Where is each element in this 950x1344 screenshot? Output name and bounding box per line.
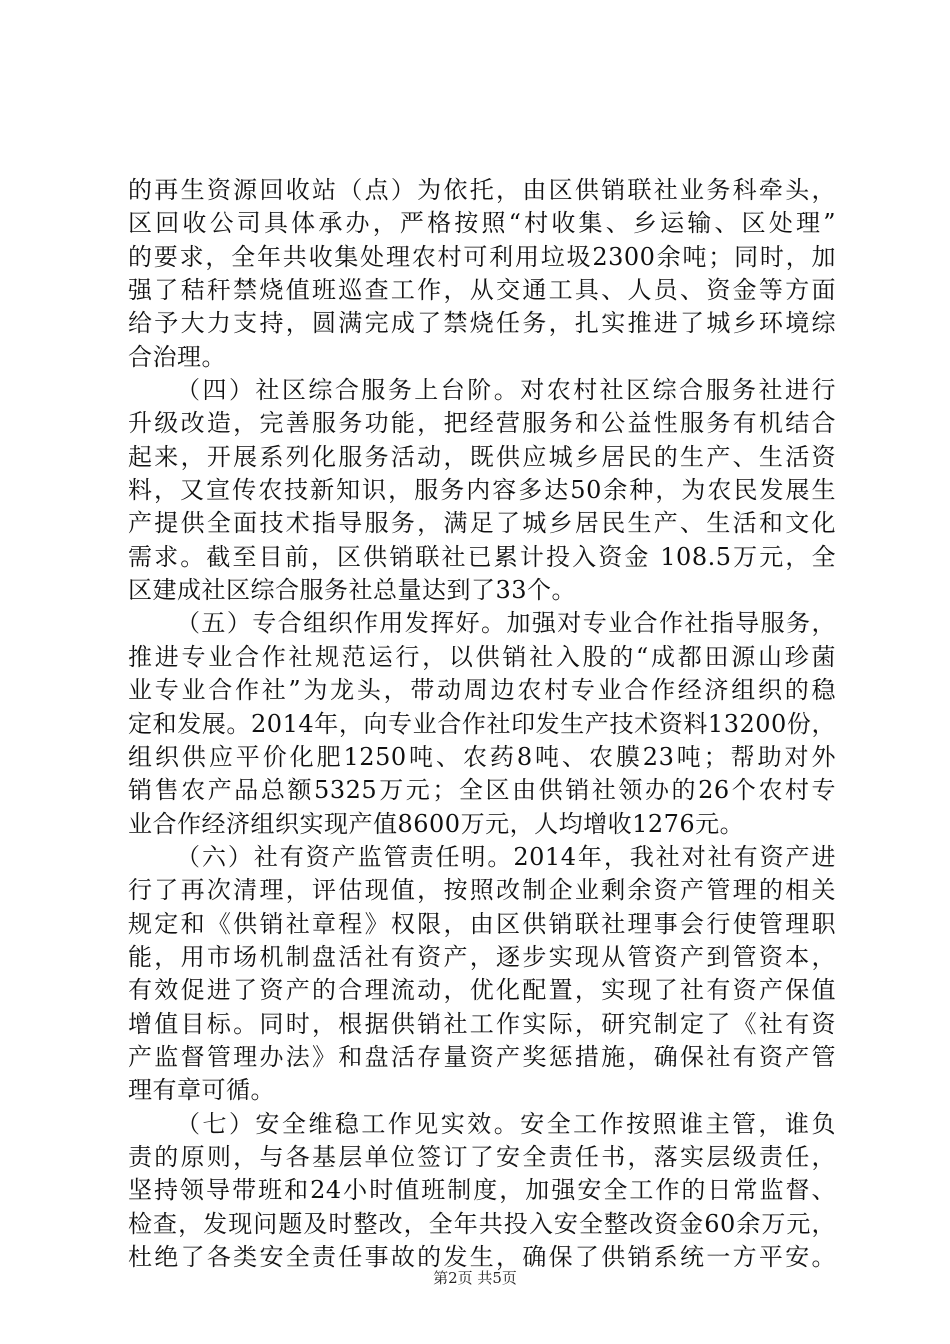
text-line: 规定和《供销社章程》权限，由区供销联社理事会行使管理职	[128, 909, 836, 938]
text-line: 能，用市场机制盘活社有资产，逐步实现从管资产到管资本，	[128, 942, 836, 971]
text-line: 定和发展。2014年，向专业合作社印发生产技术资料13200份，	[128, 709, 836, 738]
text-line: 杜绝了各类安全责任事故的发生，确保了供销系统一方平安。	[128, 1243, 836, 1271]
text-line: 推进专业合作社规范运行，以供销社入股的“成都田源山珍菌	[128, 642, 836, 671]
text-line: 理有章可循。	[128, 1076, 275, 1105]
text-line: 强了秸秆禁烧值班巡查工作，从交通工具、人员、资金等方面	[128, 276, 836, 305]
paragraph-first-line: （五）专合组织作用发挥好。加强对专业合作社指导服务，	[176, 609, 836, 638]
text-line: 区回收公司具体承办，严格按照“村收集、乡运输、区处理”	[128, 209, 836, 238]
text-line: 业合作经济组织实现产值8600万元，人均增收1276元。	[128, 809, 745, 838]
text-line: 有效促进了资产的合理流动，优化配置，实现了社有资产保值	[128, 976, 836, 1005]
text-line: 升级改造，完善服务功能，把经营服务和公益性服务有机结合	[128, 409, 836, 438]
page-footer: 第2页 共5页	[433, 1269, 517, 1287]
paragraph-first-line: （四）社区综合服务上台阶。对农村社区综合服务社进行	[176, 376, 836, 405]
text-line: 销售农产品总额5325万元；全区由供销社领办的26个农村专	[128, 776, 836, 805]
text-line: 组织供应平价化肥1250吨、农药8吨、农膜23吨；帮助对外	[128, 742, 836, 771]
text-line: 检查，发现问题及时整改，全年共投入安全整改资金60余万元，	[128, 1209, 836, 1238]
text-line: 行了再次清理，评估现值，按照改制企业剩余资产管理的相关	[128, 876, 836, 905]
text-line: 责的原则，与各基层单位签订了安全责任书，落实层级责任，	[128, 1142, 836, 1171]
text-line: 产提供全面技术指导服务，满足了城乡居民生产、生活和文化	[128, 509, 836, 538]
document-body	[128, 174, 836, 1274]
paragraph-first-line: （六）社有资产监管责任明。2014年，我社对社有资产进	[176, 842, 836, 871]
text-line: 需求。截至目前，区供销联社已累计投入资金 108.5万元，全	[128, 542, 836, 571]
text-line: 的再生资源回收站（点）为依托，由区供销联社业务科牵头，	[128, 176, 836, 204]
text-line: 的要求，全年共收集处理农村可利用垃圾2300余吨；同时，加	[128, 242, 836, 271]
text-line: 区建成社区综合服务社总量达到了33个。	[128, 576, 577, 605]
text-line: 产监督管理办法》和盘活存量资产奖惩措施，确保社有资产管	[128, 1042, 836, 1071]
text-line: 增值目标。同时，根据供销社工作实际，研究制定了《社有资	[128, 1009, 836, 1038]
text-line: 合治理。	[128, 342, 226, 371]
text-line: 料，又宣传农技新知识，服务内容多达50余种，为农民发展生	[128, 476, 836, 505]
text-line: 起来，开展系列化服务活动，既供应城乡居民的生产、生活资	[128, 442, 836, 471]
text-line: 坚持领导带班和24小时值班制度，加强安全工作的日常监督、	[128, 1176, 836, 1205]
text-line: 业专业合作社”为龙头，带动周边农村专业合作经济组织的稳	[128, 676, 836, 705]
text-line: 给予大力支持，圆满完成了禁烧任务，扎实推进了城乡环境综	[128, 309, 836, 338]
paragraph-first-line: （七）安全维稳工作见实效。安全工作按照谁主管，谁负	[176, 1109, 836, 1138]
